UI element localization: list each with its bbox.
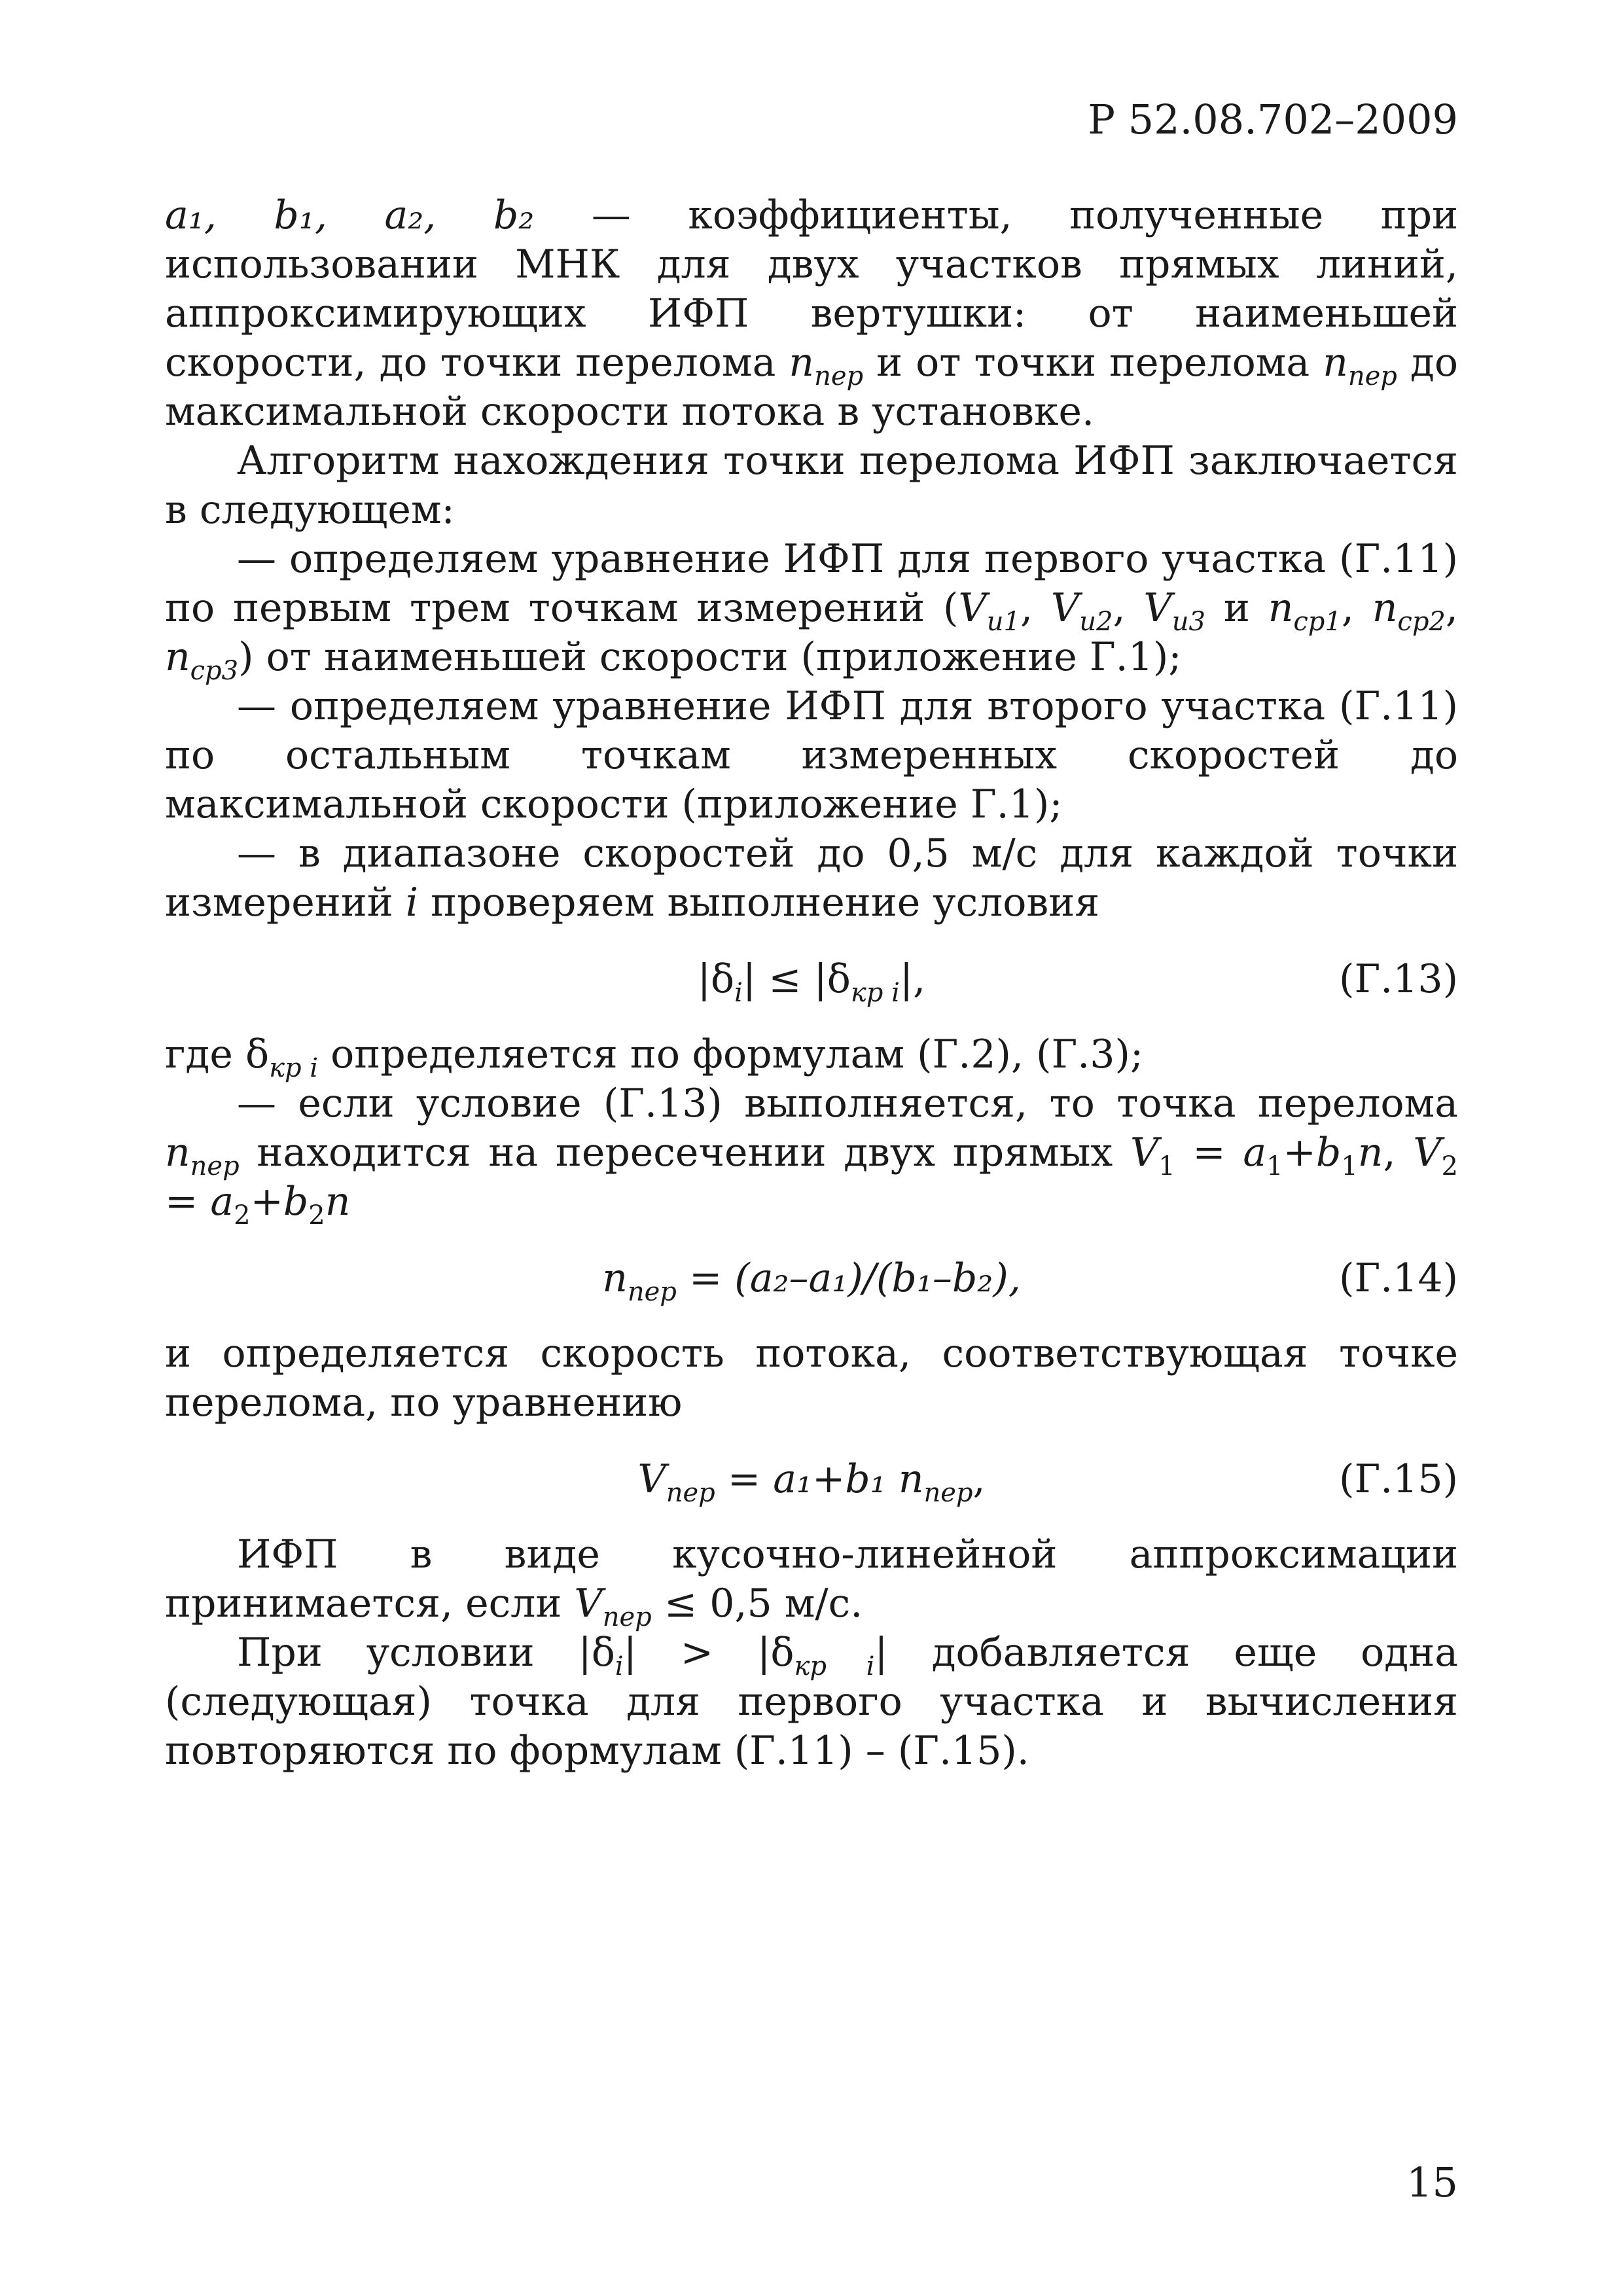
equation-g15 (165, 1455, 1458, 1508)
equation-g14-formula: $n_{пер} = (a_2-a_1)/(b_1-b_2)$, (602, 1255, 1021, 1307)
equation-g13 (165, 955, 1458, 1008)
equation-g15-number: (Г.15) (1339, 1456, 1458, 1502)
page-number: 15 (1406, 2159, 1458, 2206)
equation-g15-formula: $V_{пер} = a_1+b_1$ $n_{пер}$, (637, 1456, 986, 1508)
step-second-section-paragraph: — определяем уравнение ИФП для второго участка (Г.11) по остальным точкам измеренных скоростей до максимальной скорости (приложение Г.1); (165, 683, 1458, 827)
velocity-determination-paragraph: и определяется скорость потока, соответствующая точке перелома, по уравнению (165, 1331, 1458, 1426)
step-check-condition-paragraph: — в диапазоне скоростей до 0,5 м/с для каждой точки измерений i проверяем выполнение условия (165, 831, 1458, 925)
algorithm-intro-paragraph: Алгоритм нахождения точки перелома ИФП заключается в следующем: (165, 438, 1458, 533)
delta-definition-paragraph: где $\delta_{кр i}$ определяется по формулам (Г.2), (Г.3); (165, 1031, 1144, 1083)
equation-g14 (165, 1254, 1458, 1307)
document-body (165, 191, 1458, 1776)
coefficients-paragraph: a₁, b₁, a₂, b₂ — коэффициенты, полученные при использовании МНК для двух участков прямых линий, аппроксимирующих ИФП вертушки: от наименьшей скорости, до точки перелома $n_{пер}$ и от точки перелома $n_{пер}$ до максимальной скорости потока в установке. (165, 192, 1458, 435)
document-code: Р 52.08.702–2009 (1088, 96, 1458, 143)
equation-g14-number: (Г.14) (1339, 1255, 1458, 1301)
piecewise-acceptance-paragraph: ИФП в виде кусочно-линейной аппроксимации принимается, если $V_{пер} \le 0,5$ м/с. (165, 1532, 1458, 1632)
equation-g13-formula: $|\delta_i| \le |\delta_{кр i}|$, (697, 956, 926, 1008)
repeat-calculation-paragraph: При условии $|\delta_i| > |\delta_{кр i}|$ добавляется еще одна (следующая) точка для первого участка и вычисления повторяются по формулам (Г.11) – (Г.15). (165, 1630, 1459, 1774)
step-first-section-paragraph: — определяем уравнение ИФП для первого участка (Г.11) по первым трем точкам измерений ($V_{и1}$, $V_{и2}$, $V_{и3}$ и $n_{ср1}$, $n_{ср2}$, $n_{ср3}$) от наименьшей скорости (приложение Г.1); (165, 536, 1458, 686)
equation-g13-number: (Г.13) (1339, 956, 1458, 1002)
coefficient-symbols: a₁, b₁, a₂, b₂ (165, 192, 535, 238)
step-intersection-paragraph: — если условие (Г.13) выполняется, то точка перелома $n_{пер}$ находится на пересечении двух прямых $V_1 = a_1+b_1n$, $V_2 = a_2+b_2n$ (165, 1081, 1458, 1230)
